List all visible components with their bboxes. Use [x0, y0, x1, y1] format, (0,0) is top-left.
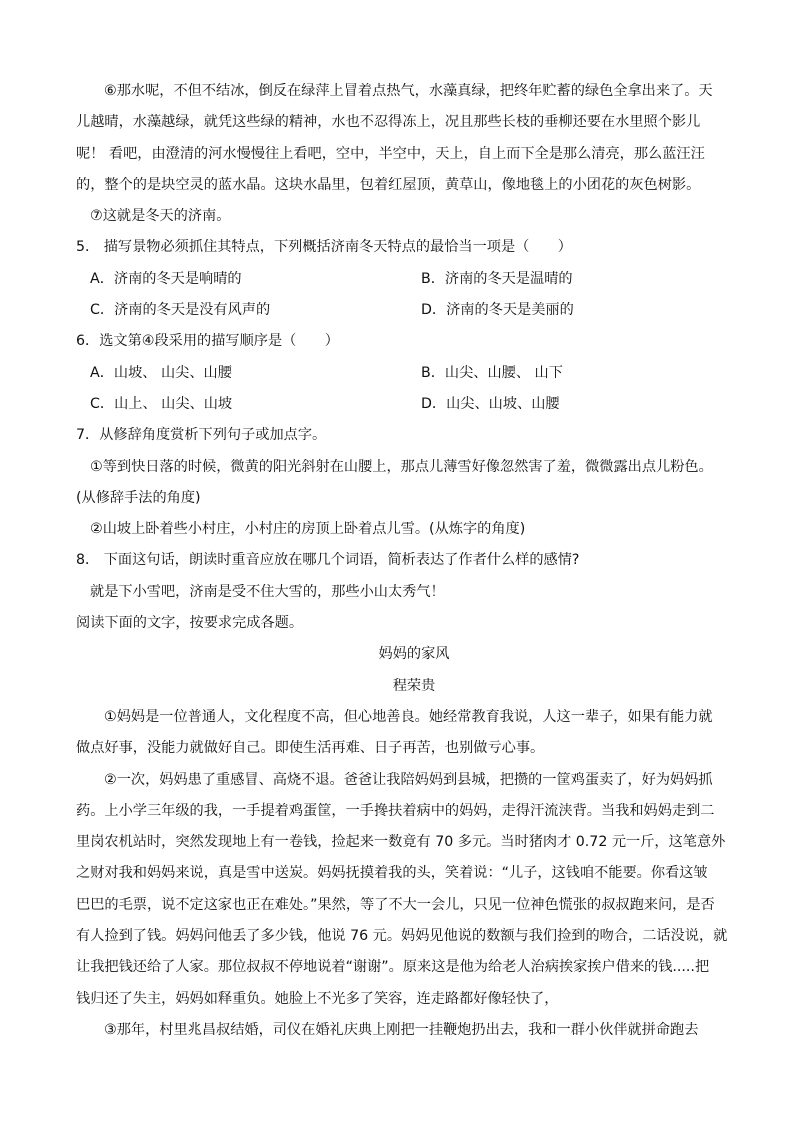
question-5-option-d: D．济南的冬天是美丽的: [421, 302, 574, 319]
passage1-para6-line1: ⑥那水呢，不但不结冰，倒反在绿萍上冒着点热气，水藻真绿，把终年贮蓄的绿色全拿出来了。天: [104, 83, 713, 99]
passage2-para2-line1: ②一次，妈妈患了重感冒、高烧不退。爸爸让我陪妈妈到县城，把攒的一筐鸡蛋卖了，好为妈妈抓: [104, 771, 713, 788]
passage2-para3: ③那年，村里兆昌叔结婚，司仪在婚礼庆典上刚把一挂鞭炮扔出去，我和一群小伙伴就拼命跑去: [104, 1021, 699, 1038]
question-6-option-a: A．山坡、 山尖、山腰: [90, 364, 232, 381]
passage2-para2-line5: 巴巴的毛票，说不定这家也正在难处。”果然，等了不大一会儿，只见一位神色慌张的叔叔跑来问，是否: [76, 896, 715, 913]
passage2-para2-line7: 让我把钱还给了人家。那位叔叔不停地说着“谢谢”。原来这是他为给老人治病挨家挨户借来的钱.....把: [76, 959, 710, 976]
passage1-para6-line4: 的，整个的是块空灵的蓝水晶。这块水晶里，包着红屋顶，黄草山，像地毯上的小团花的灰色树影。: [76, 176, 701, 193]
passage2-para2-line3: 里岗农机站时，突然发现地上有一卷钱，捡起来一数竟有 70 多元。当时猪肉才 0.72 元一斤，这笔意外: [76, 834, 726, 851]
question-6-option-d: D．山尖、山坡、山腰: [421, 395, 560, 412]
question-6-option-c: C．山上、 山尖、山坡: [90, 395, 233, 412]
passage1-para7: ⑦这就是冬天的济南。: [90, 208, 231, 225]
passage2-title: 妈妈的家风: [378, 646, 450, 663]
question-5-options-row2: [76, 295, 752, 326]
passage2-para2-line6: 有人捡到了钱。妈妈问他丢了多少钱，他说 76 元。妈妈见他说的数额与我们捡到的吻合，二话没说，就: [76, 928, 728, 945]
reading-instruction: 阅读下面的文字，按要求完成各题。: [76, 615, 304, 632]
passage2-para1-line1: ①妈妈是一位普通人，文化程度不高，但心地善良。她经常教育我说，人这一辈子，如果有能力就: [104, 708, 713, 725]
question-6-option-b: B．山尖、山腰、 山下: [421, 364, 563, 381]
passage1-para6-line3: 呢！ 看吧，由澄清的河水慢慢往上看吧，空中，半空中，天上，自上而下全是那么清亮，那么蓝汪汪: [76, 145, 705, 162]
passage2-para1-line2: 做点好事，没能力就做好自己。即使生活再难、日子再苦，也别做亏心事。: [76, 740, 545, 757]
passage2-para2-line8: 钱归还了失主，妈妈如释重负。她脸上不光多了笑容，连走路都好像轻快了，: [76, 990, 559, 1007]
question-5-stem: 5． 描写景物必须抓住其特点，下列概括济南冬天特点的最恰当一项是（ ）: [76, 239, 572, 256]
question-6-options-row1: [76, 358, 752, 389]
question-7-item2: ②山坡上卧着些小村庄，小村庄的房顶上卧着点儿雪。(从炼字的角度): [90, 521, 526, 538]
passage1-para6-line2: 儿越晴，水藻越绿，就凭这些绿的精神，水也不忍得冻上，况且那些长枝的垂柳还要在水里照个影儿: [76, 114, 701, 131]
passage2-author: 程荣贵: [392, 677, 436, 694]
question-5-option-a: A．济南的冬天是响晴的: [90, 270, 242, 287]
question-7-stem: 7．从修辞角度赏析下列句子或加点字。: [76, 427, 327, 444]
question-8-stem: 8． 下面这句话，朗读时重音应放在哪几个词语，简析表达了作者什么样的感情?: [76, 552, 580, 569]
question-6-stem: 6．选文第④段采用的描写顺序是（ ）: [76, 333, 339, 350]
question-5-option-c: C．济南的冬天是没有风声的: [90, 302, 271, 319]
question-7-item1: ①等到快日落的时候，微黄的阳光斜射在山腰上，那点儿薄雪好像忽然害了羞，微微露出点儿粉色。: [90, 458, 713, 475]
passage2-para2-line2: 药。上小学三年级的我，一手提着鸡蛋筐，一手搀扶着病中的妈妈，走得汗流浃背。当我和妈妈走到二: [76, 802, 715, 819]
question-5-option-b: B．济南的冬天是温晴的: [421, 270, 573, 287]
question-7-item1-note: (从修辞手法的角度): [76, 489, 201, 506]
passage2-para2-line4: 之财对我和妈妈来说，真是雪中送炭。妈妈抚摸着我的头，笑着说：“儿子，这钱咱不能要。你看这皱: [76, 865, 708, 882]
question-5-options-row1: [76, 264, 752, 295]
question-8-quote: 就是下小雪吧，济南是受不住大雪的，那些小山太秀气！: [90, 583, 445, 600]
question-6-options-row2: [76, 389, 752, 420]
document-body: [76, 76, 752, 1046]
